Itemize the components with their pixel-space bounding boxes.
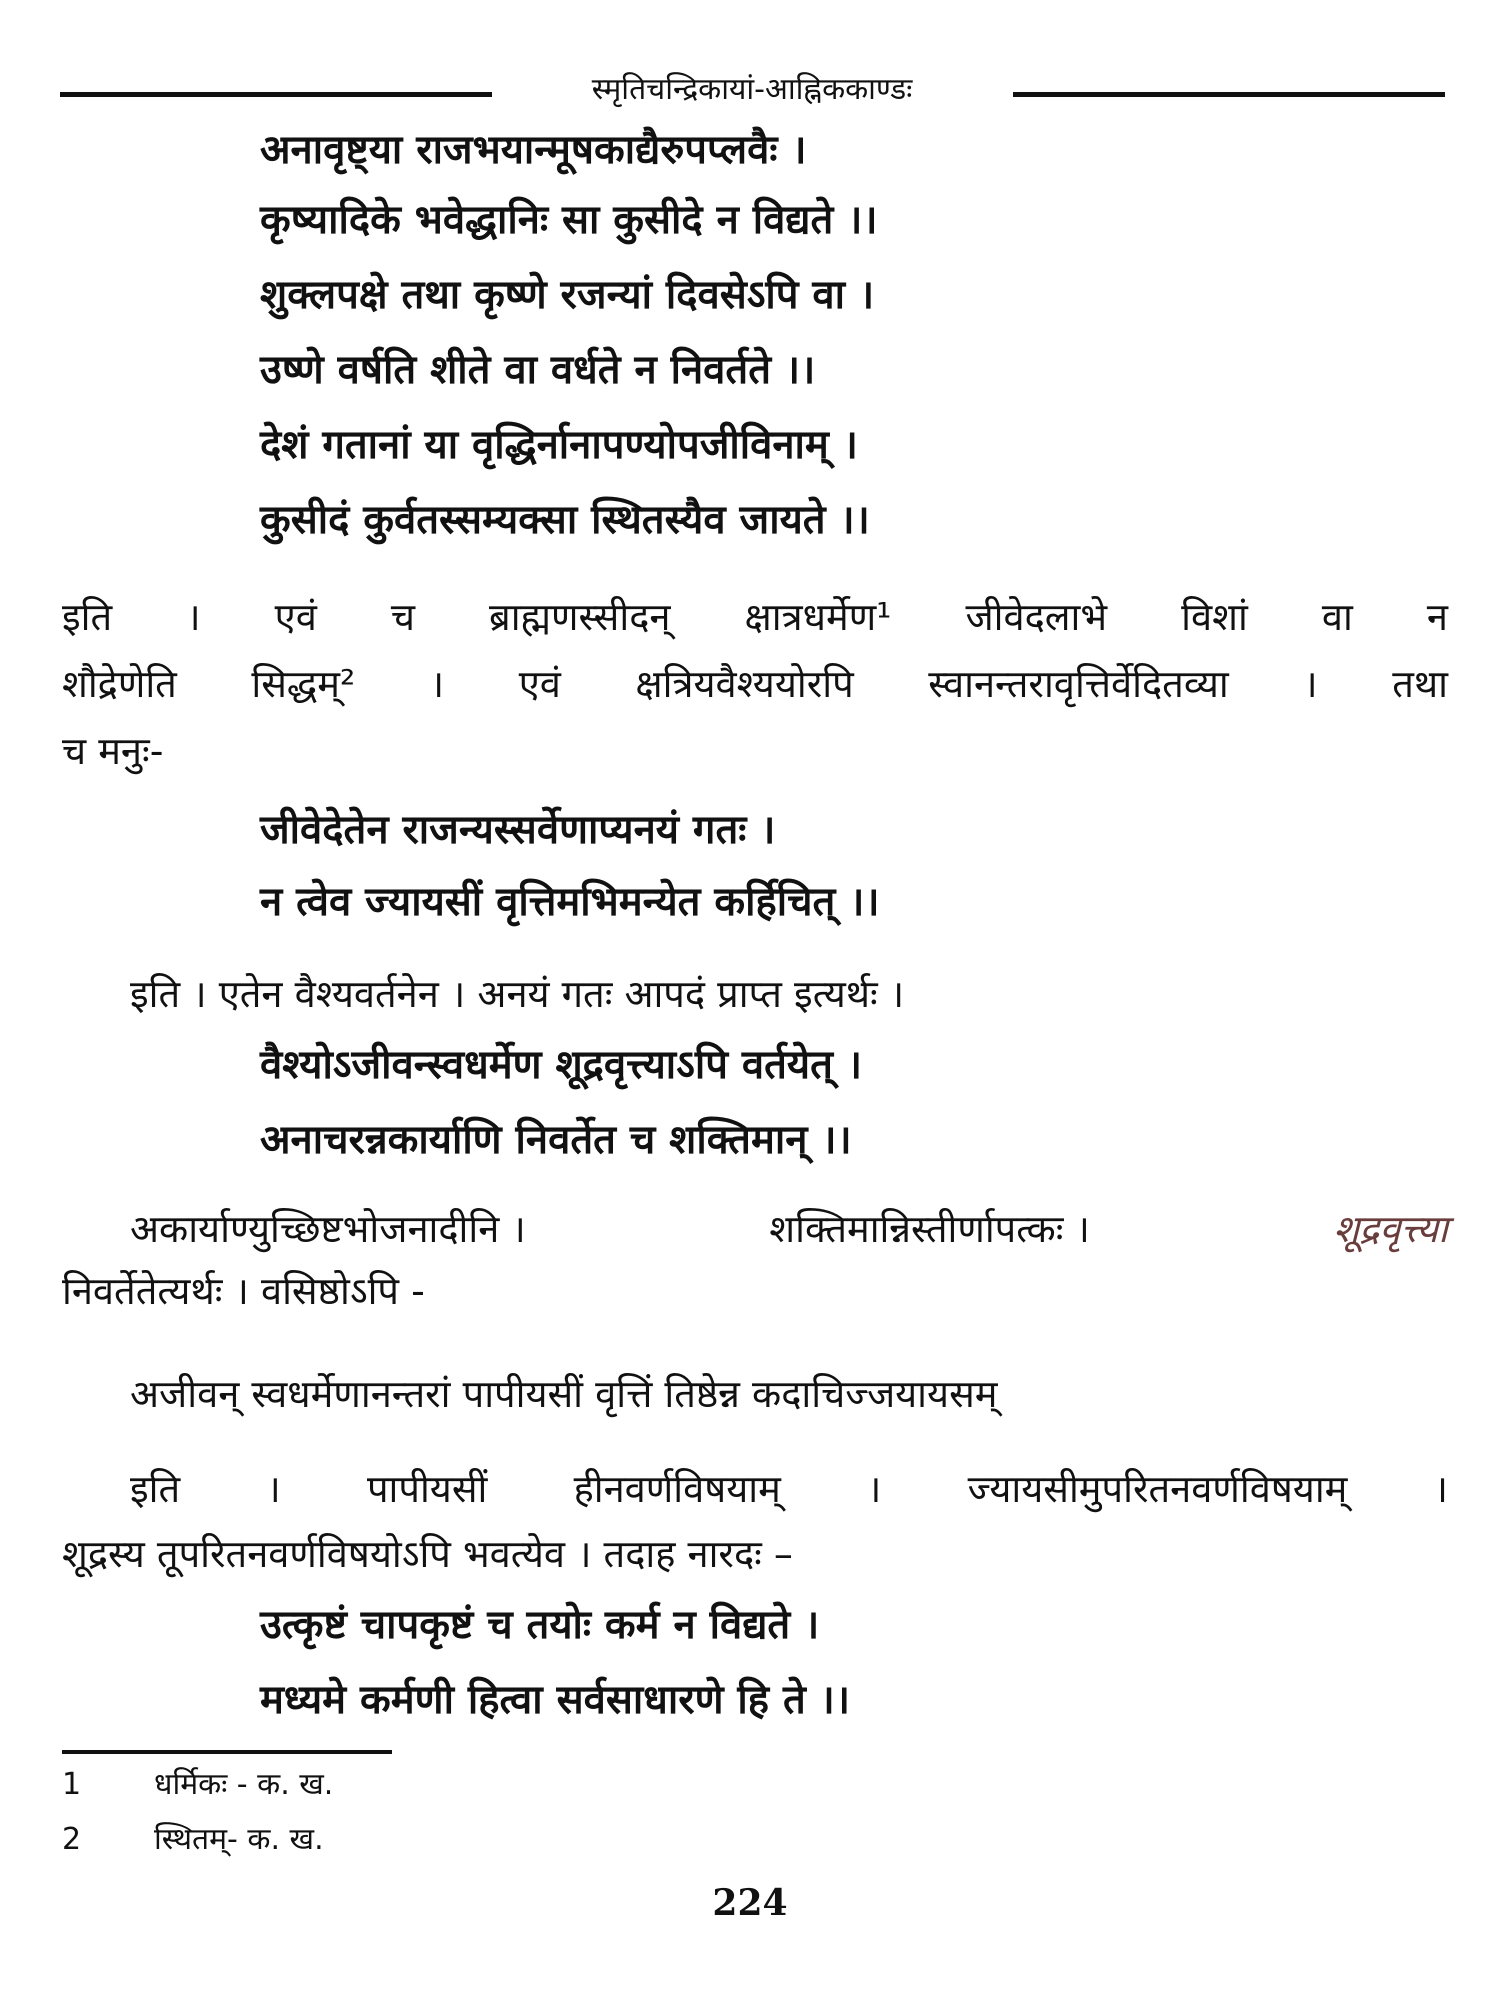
prose-line: निवर्तेतेत्यर्थः । वसिष्ठोऽपि - [62, 1269, 425, 1313]
handwritten-annotation: शूद्रवृत्त्या [1333, 1207, 1448, 1251]
footnote-rule [62, 1750, 392, 1754]
footnote [62, 1765, 333, 1805]
prose-line: इति । एवं च ब्राह्मणस्सीदन् क्षात्रधर्मेण¹ जीवेदलाभे विशां वा न [62, 595, 1448, 639]
prose-line: च मनुः- [62, 729, 164, 773]
running-head-title: स्मृतिचन्द्रिकायां-आह्निककाण्डः [591, 72, 913, 107]
footnote-text: स्थितम्- क. ख. [154, 1822, 324, 1857]
running-header [60, 70, 1445, 110]
page-number: 224 [712, 1882, 788, 1924]
prose-line: इति । पापीयसीं हीनवर्णविषयाम् । ज्यायसीमुपरितनवर्णविषयाम् । [130, 1467, 1448, 1511]
verse-line: जीवेदेतेन राजन्यस्सर्वेणाप्यनयं गतः । [260, 807, 776, 853]
prose-line: शौद्रेणेति सिद्धम्² । एवं क्षत्रियवैश्ययोरपि स्वानन्तरावृत्तिर्वेदितव्या । तथा [62, 662, 1448, 706]
verse-line: उत्कृष्टं चापकृष्टं च तयोः कर्म न विद्यते । [260, 1602, 820, 1648]
footnote-number: 1 [62, 1767, 82, 1802]
footnote-text: धर्मिकः - क. ख. [154, 1767, 334, 1802]
prose-line [130, 1200, 1448, 1258]
prose-line: शूद्रस्य तूपरितनवर्णविषयोऽपि भवत्येव । तदाह नारदः – [62, 1532, 793, 1576]
verse-line: न त्वेव ज्यायसीं वृत्तिमभिमन्येत कर्हिचित् ।। [260, 879, 880, 925]
verse-line: देशं गतानां या वृद्धिर्नानापण्योपजीविनाम् । [260, 422, 858, 468]
verse-line: कृष्यादिके भवेद्धानिः सा कुसीदे न विद्यते ।। [260, 197, 878, 243]
footnote-number: 2 [62, 1822, 82, 1857]
verse-line: अनावृष्ट्या राजभयान्मूषकाद्यैरुपप्लवैः । [260, 127, 807, 173]
verse-line: उष्णे वर्षति शीते वा वर्धते न निवर्तते ।। [260, 347, 816, 393]
verse-line: वैश्योऽजीवन्स्वधर्मेण शूद्रवृत्त्याऽपि वर्तयेत् । [260, 1042, 862, 1088]
verse-line: कुसीदं कुर्वतस्सम्यक्सा स्थितस्यैव जायते ।। [260, 497, 870, 543]
header-rule-right [1013, 92, 1445, 97]
prose-phrase: अकार्याण्युच्छिष्टभोजनादीनि । [130, 1207, 526, 1251]
verse-line: अनाचरन्नकार्याणि निवर्तेत च शक्तिमान् ।। [260, 1117, 852, 1163]
verse-line: मध्यमे कर्मणी हित्वा सर्वसाधारणे हि ते ।। [260, 1677, 850, 1723]
prose-line: इति । एतेन वैश्यवर्तनेन । अनयं गतः आपदं प्राप्त इत्यर्थः । [130, 972, 905, 1016]
prose-phrase: शक्तिमान्निस्तीर्णापत्कः । [769, 1207, 1090, 1251]
verse-line: शुक्लपक्षे तथा कृष्णे रजन्यां दिवसेऽपि वा । [260, 272, 875, 318]
header-rule-left [60, 92, 492, 97]
footnote [62, 1820, 324, 1860]
quote-line: अजीवन् स्वधर्मेणानन्तरां पापीयसीं वृत्तिं तिष्ठेन्न कदाचिज्जयायसम् [130, 1372, 998, 1416]
